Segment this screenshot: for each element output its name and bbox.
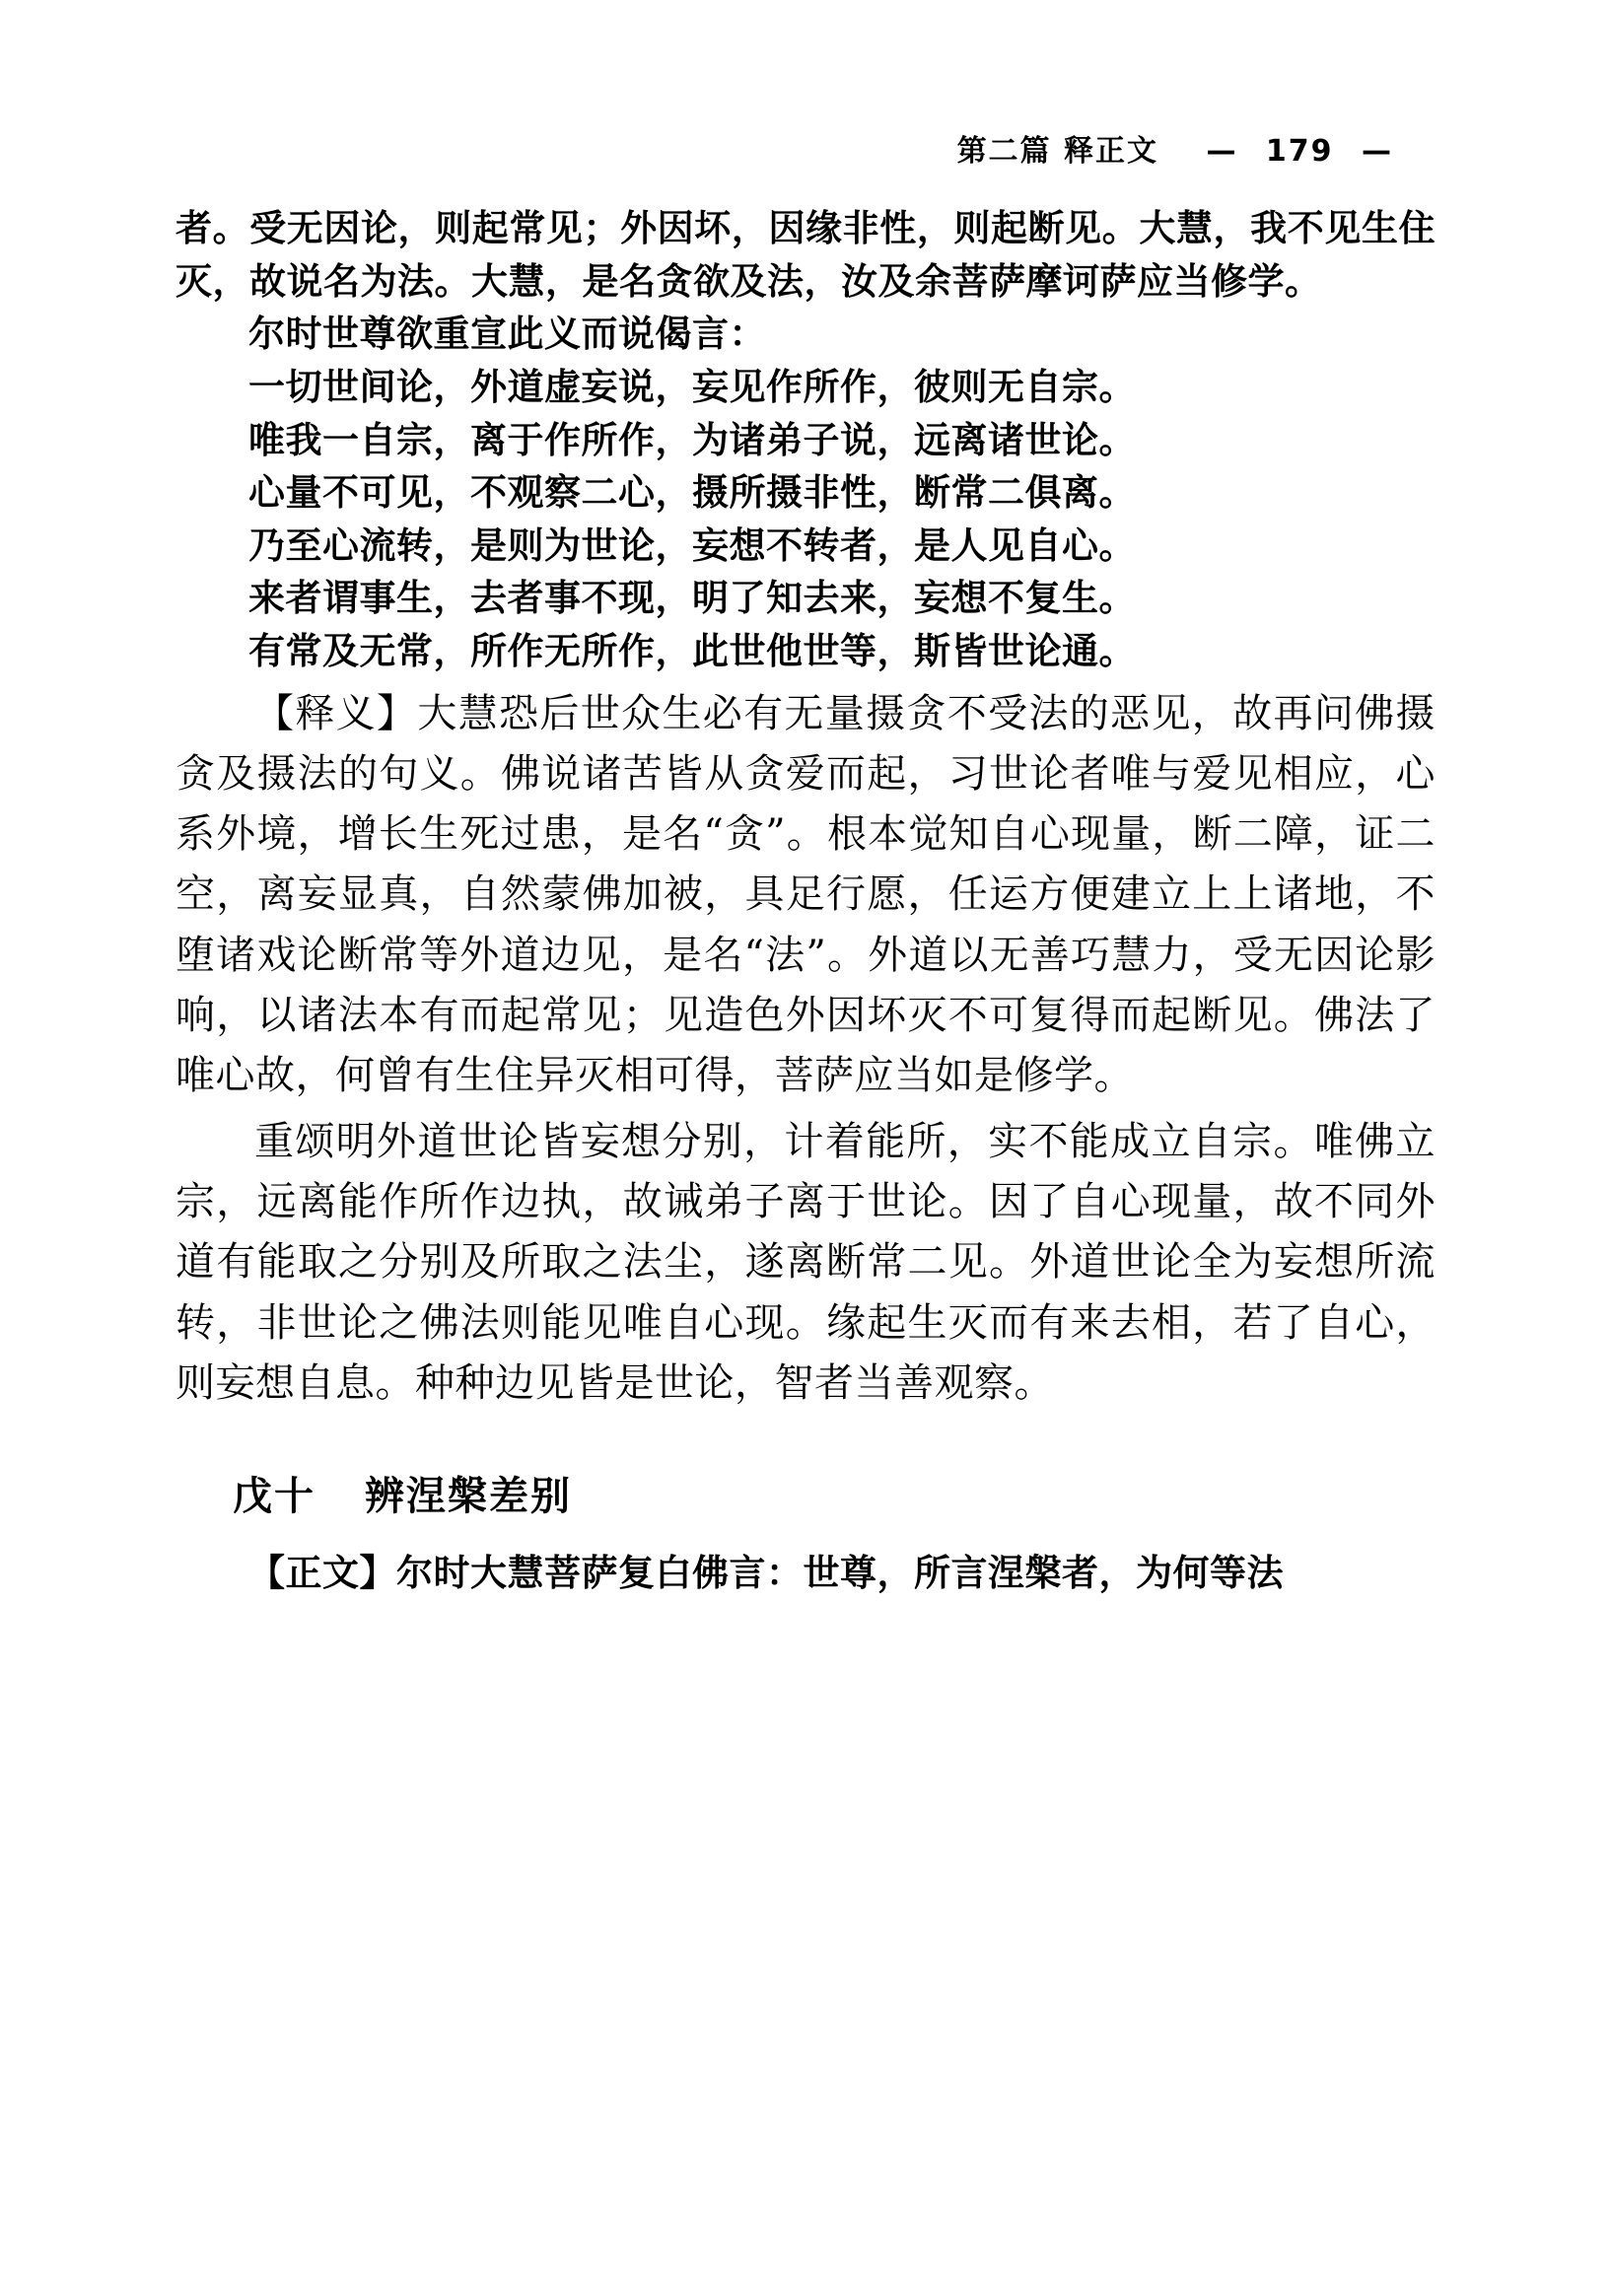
section-body-paragraph: 【正文】尔时大慧菩萨复白佛言：世尊，所言涅槃者，为何等法 bbox=[248, 1552, 1284, 1595]
commentary-paragraph-1: 【释义】大慧恐后世众生必有无量摄贪不受法的恶见，故再问佛摄贪及摄法的句义。佛说诸苦皆从贪爱而起，习世论者唯与爱见相应，心系外境，增长生死过患，是名“贪”。根本觉知自心现量，断二障，证二空，离妄显真，自然蒙佛加被，具足行愿，任运方便建立上上诸地，不堕诸戏论断常等外道边见，是名“法”。外道以无善巧慧力，受无因论影响，以诸法本有而起常见；见造色外因坏灭不可复得而起断见。佛法了唯心故，何曾有生住异灭相可得，菩萨应当如是修学。 bbox=[175, 690, 1436, 1098]
sutra-paragraph-2: 尔时世尊欲重宣此义而说偈言： bbox=[248, 313, 766, 356]
verse-line-4: 乃至心流转，是则为世论，妄想不转者，是人见自心。 bbox=[248, 523, 1136, 567]
section-title: 辨涅槃差别 bbox=[365, 1474, 572, 1520]
verse-line-5: 来者谓事生，去者事不现，明了知去来，妄想不复生。 bbox=[248, 577, 1136, 620]
page-header bbox=[0, 126, 1612, 170]
verse-line-2: 唯我一自宗，离于作所作，为诸弟子说，远离诸世论。 bbox=[248, 418, 1136, 461]
section-heading bbox=[175, 1465, 1436, 1521]
verse-line-6: 有常及无常，所作无所作，此世他世等，斯皆世论通。 bbox=[248, 630, 1136, 673]
header-title: 第二篇 释正文 bbox=[956, 134, 1159, 169]
verse-line-3: 心量不可见，不观察二心，摄所摄非性，断常二俱离。 bbox=[248, 471, 1136, 515]
header-dash-left: — bbox=[1206, 134, 1238, 169]
page-content bbox=[175, 202, 1436, 1600]
sutra-paragraph-1: 者。受无因论，则起常见；外因坏，因缘非性，则起断见。大慧，我不见生住灭，故说名为法。大慧，是名贪欲及法，汝及余菩萨摩诃萨应当修学。 bbox=[175, 207, 1436, 303]
spacer bbox=[175, 1414, 1436, 1465]
verse-line-1: 一切世间论，外道虚妄说，妄见作所作，彼则无自宗。 bbox=[248, 365, 1136, 408]
header-dash-right: — bbox=[1362, 134, 1393, 169]
commentary-paragraph-2: 重颂明外道世论皆妄想分别，计着能所，实不能成立自宗。唯佛立宗，远离能作所作边执，故诫弟子离于世论。因了自心现量，故不同外道有能取之分别及所取之法尘，遂离断常二见。外道世论全为妄想所流转，非世论之佛法则能见唯自心现。缘起生灭而有来去相，若了自心，则妄想自息。种种边见皆是世论，智者当善观察。 bbox=[175, 1119, 1436, 1406]
page-number: 179 bbox=[1265, 134, 1334, 169]
section-number: 戊十 bbox=[233, 1474, 315, 1520]
spacer bbox=[175, 1521, 1436, 1547]
